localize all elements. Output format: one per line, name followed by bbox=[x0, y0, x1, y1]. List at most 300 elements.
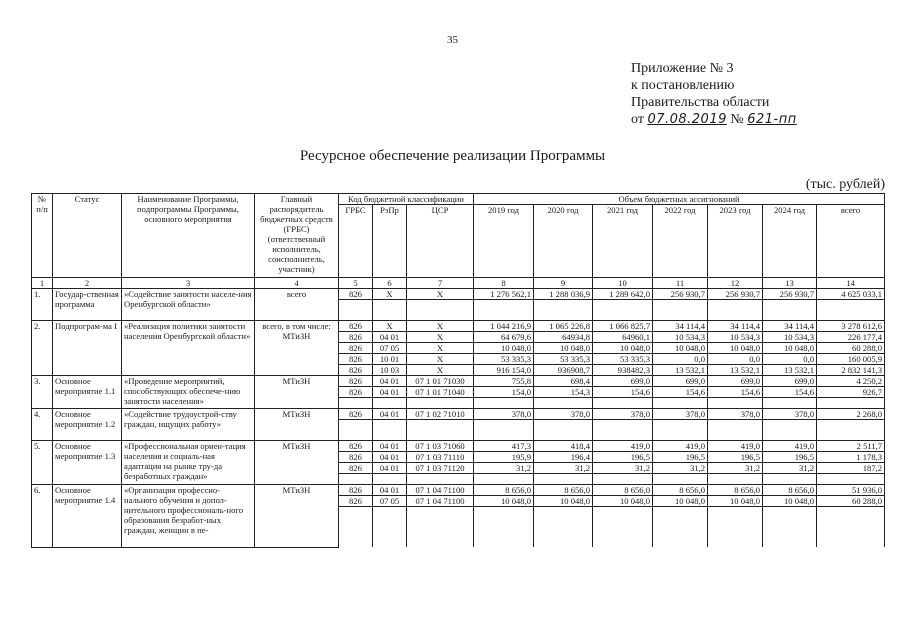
cell-csr: 07 1 03 71060 bbox=[407, 441, 474, 452]
empty-cell bbox=[763, 537, 817, 547]
cell-amount: 2 511,7 bbox=[817, 441, 885, 452]
empty-cell bbox=[708, 310, 763, 321]
column-number: 2 bbox=[53, 278, 122, 289]
empty-cell bbox=[817, 300, 885, 311]
empty-cell bbox=[474, 517, 534, 527]
empty-cell bbox=[653, 430, 708, 441]
empty-cell bbox=[373, 310, 407, 321]
row-grbs: МТиЗН bbox=[255, 376, 339, 409]
empty-cell bbox=[534, 420, 593, 431]
empty-cell bbox=[593, 420, 653, 431]
cell-amount: 419,0 bbox=[763, 441, 817, 452]
cell-amount: 256 930,7 bbox=[763, 289, 817, 300]
row-number: 3. bbox=[32, 376, 53, 409]
cell-amount: 0,0 bbox=[653, 354, 708, 365]
empty-cell bbox=[373, 507, 407, 518]
cell-csr: 07 1 02 71010 bbox=[407, 409, 474, 420]
cell-amount: 8 656,0 bbox=[534, 485, 593, 496]
empty-cell bbox=[593, 527, 653, 537]
empty-cell bbox=[534, 507, 593, 518]
empty-cell bbox=[534, 517, 593, 527]
cell-amount: 31,2 bbox=[763, 463, 817, 474]
cell-amount: 2 832 141,3 bbox=[817, 365, 885, 376]
empty-cell bbox=[708, 300, 763, 311]
column-number: 5 bbox=[339, 278, 373, 289]
cell-rzpr: 07 05 bbox=[373, 343, 407, 354]
header-grbs: Главный распорядитель бюджетных средств (ГРБС) (ответственный исполнитель, соисполнитель, участник) bbox=[255, 194, 339, 278]
row-status: Государ-ственная программа bbox=[53, 289, 122, 321]
empty-cell bbox=[373, 300, 407, 311]
column-number: 4 bbox=[255, 278, 339, 289]
cell-amount: 10 048,0 bbox=[474, 496, 534, 507]
cell-grbs-code: 826 bbox=[339, 332, 373, 343]
cell-amount: 154,3 bbox=[534, 387, 593, 398]
empty-cell bbox=[593, 430, 653, 441]
row-name: «Реализация политики занятости населения Оренбургской области» bbox=[122, 321, 255, 376]
cell-amount: 8 656,0 bbox=[708, 485, 763, 496]
cell-rzpr: 04 01 bbox=[373, 376, 407, 387]
header-2020: 2020 год bbox=[534, 205, 593, 278]
cell-csr: Х bbox=[407, 365, 474, 376]
empty-cell bbox=[593, 517, 653, 527]
cell-csr: 07 1 03 71110 bbox=[407, 452, 474, 463]
empty-cell bbox=[593, 310, 653, 321]
row-grbs: МТиЗН bbox=[255, 441, 339, 485]
empty-cell bbox=[817, 474, 885, 485]
appendix-block bbox=[631, 60, 797, 128]
empty-cell bbox=[474, 474, 534, 485]
cell-amount: 1 276 562,1 bbox=[474, 289, 534, 300]
empty-cell bbox=[339, 310, 373, 321]
empty-cell bbox=[763, 398, 817, 409]
empty-cell bbox=[817, 398, 885, 409]
cell-csr: Х bbox=[407, 343, 474, 354]
cell-grbs-code: 826 bbox=[339, 387, 373, 398]
empty-cell bbox=[593, 398, 653, 409]
empty-cell bbox=[474, 310, 534, 321]
row-number: 1. bbox=[32, 289, 53, 321]
cell-amount: 10 048,0 bbox=[653, 343, 708, 354]
empty-cell bbox=[407, 507, 474, 518]
header-2019: 2019 год bbox=[474, 205, 534, 278]
empty-cell bbox=[407, 537, 474, 547]
cell-grbs-code: 826 bbox=[339, 376, 373, 387]
column-number: 7 bbox=[407, 278, 474, 289]
page-number: 35 bbox=[447, 34, 458, 46]
column-number: 11 bbox=[653, 278, 708, 289]
empty-cell bbox=[534, 310, 593, 321]
number-sign: № bbox=[730, 112, 744, 127]
empty-cell bbox=[763, 527, 817, 537]
cell-amount: 13 532,1 bbox=[653, 365, 708, 376]
table-row bbox=[32, 485, 885, 496]
empty-cell bbox=[708, 507, 763, 518]
empty-cell bbox=[339, 420, 373, 431]
cell-grbs-code: 826 bbox=[339, 343, 373, 354]
empty-cell bbox=[474, 398, 534, 409]
table-body bbox=[32, 278, 885, 548]
cell-amount: 936908,7 bbox=[534, 365, 593, 376]
empty-cell bbox=[474, 537, 534, 547]
empty-cell bbox=[653, 398, 708, 409]
cell-amount: 196,5 bbox=[593, 452, 653, 463]
empty-cell bbox=[817, 420, 885, 431]
empty-cell bbox=[339, 430, 373, 441]
cell-rzpr: 10 01 bbox=[373, 354, 407, 365]
row-name: «Содействие трудоустрой-ству граждан, ищущих работу» bbox=[122, 409, 255, 441]
cell-amount: 699,0 bbox=[593, 376, 653, 387]
date-prefix: от bbox=[631, 112, 644, 127]
empty-cell bbox=[763, 474, 817, 485]
cell-amount: 34 114,4 bbox=[708, 321, 763, 332]
cell-amount: 10 048,0 bbox=[708, 496, 763, 507]
table-row bbox=[32, 441, 885, 452]
cell-amount: 31,2 bbox=[474, 463, 534, 474]
cell-amount: 154,6 bbox=[593, 387, 653, 398]
cell-amount: 31,2 bbox=[534, 463, 593, 474]
cell-amount: 8 656,0 bbox=[653, 485, 708, 496]
empty-cell bbox=[653, 300, 708, 311]
empty-cell bbox=[339, 527, 373, 537]
cell-amount: 196,5 bbox=[708, 452, 763, 463]
cell-amount: 31,2 bbox=[593, 463, 653, 474]
cell-amount: 8 656,0 bbox=[474, 485, 534, 496]
empty-cell bbox=[817, 527, 885, 537]
cell-rzpr: 04 01 bbox=[373, 387, 407, 398]
cell-amount: 64960,1 bbox=[593, 332, 653, 343]
cell-amount: 8 656,0 bbox=[763, 485, 817, 496]
cell-amount: 13 532,1 bbox=[763, 365, 817, 376]
empty-cell bbox=[373, 474, 407, 485]
cell-amount: 10 048,0 bbox=[593, 496, 653, 507]
cell-rzpr: 10 03 bbox=[373, 365, 407, 376]
cell-amount: 938482,3 bbox=[593, 365, 653, 376]
cell-amount: 419,0 bbox=[593, 441, 653, 452]
cell-amount: 378,0 bbox=[653, 409, 708, 420]
cell-grbs-code: 826 bbox=[339, 452, 373, 463]
cell-amount: 378,0 bbox=[474, 409, 534, 420]
cell-amount: 34 114,4 bbox=[653, 321, 708, 332]
document-title: Ресурсное обеспечение реализации Программы bbox=[299, 148, 606, 164]
cell-csr: Х bbox=[407, 332, 474, 343]
cell-grbs-code: 826 bbox=[339, 441, 373, 452]
cell-grbs-code: 826 bbox=[339, 321, 373, 332]
empty-cell bbox=[653, 527, 708, 537]
row-name: «Организация профессио-нального обучения и допол-нительного профессиональ-ного образования безработ-ных граждан, женщин в пе- bbox=[122, 485, 255, 548]
cell-amount: 916 154,0 bbox=[474, 365, 534, 376]
empty-cell bbox=[817, 310, 885, 321]
column-number: 13 bbox=[763, 278, 817, 289]
cell-amount: 1 066 825,7 bbox=[593, 321, 653, 332]
column-number: 1 bbox=[32, 278, 53, 289]
cell-rzpr: 04 01 bbox=[373, 409, 407, 420]
row-status: Основное мероприятие 1.3 bbox=[53, 441, 122, 485]
column-number: 3 bbox=[122, 278, 255, 289]
row-name: «Проведение мероприятий, способствующих обеспече-нию занятости населения» bbox=[122, 376, 255, 409]
empty-cell bbox=[817, 517, 885, 527]
empty-cell bbox=[653, 420, 708, 431]
empty-cell bbox=[653, 537, 708, 547]
empty-cell bbox=[534, 474, 593, 485]
empty-cell bbox=[474, 430, 534, 441]
row-status: Подпрограм-ма I bbox=[53, 321, 122, 376]
empty-cell bbox=[763, 517, 817, 527]
cell-rzpr: Х bbox=[373, 289, 407, 300]
empty-cell bbox=[763, 310, 817, 321]
cell-amount: 31,2 bbox=[653, 463, 708, 474]
cell-rzpr: 04 01 bbox=[373, 463, 407, 474]
empty-cell bbox=[407, 527, 474, 537]
empty-cell bbox=[817, 507, 885, 518]
row-status: Основное мероприятие 1.1 bbox=[53, 376, 122, 409]
cell-csr: 07 1 03 71120 bbox=[407, 463, 474, 474]
cell-amount: 10 048,0 bbox=[474, 343, 534, 354]
empty-cell bbox=[339, 517, 373, 527]
row-number: 4. bbox=[32, 409, 53, 441]
units-label: (тыс. рублей) bbox=[805, 177, 885, 192]
cell-amount: 10 048,0 bbox=[534, 343, 593, 354]
row-grbs: всего, в том числе: МТиЗН bbox=[255, 321, 339, 376]
empty-cell bbox=[339, 507, 373, 518]
empty-cell bbox=[373, 420, 407, 431]
empty-cell bbox=[373, 537, 407, 547]
cell-amount: 31,2 bbox=[708, 463, 763, 474]
cell-amount: 10 048,0 bbox=[534, 496, 593, 507]
appendix-line-3: Правительства области bbox=[631, 95, 770, 110]
empty-cell bbox=[708, 398, 763, 409]
column-numbers-row bbox=[32, 278, 885, 289]
cell-amount: 154,6 bbox=[653, 387, 708, 398]
cell-amount: 10 534,3 bbox=[653, 332, 708, 343]
cell-amount: 699,0 bbox=[763, 376, 817, 387]
cell-grbs-code: 826 bbox=[339, 496, 373, 507]
cell-amount: 60 288,0 bbox=[817, 343, 885, 354]
cell-amount: 154,0 bbox=[474, 387, 534, 398]
cell-amount: 53 335,3 bbox=[534, 354, 593, 365]
cell-amount: 51 936,0 bbox=[817, 485, 885, 496]
cell-amount: 10 534,3 bbox=[708, 332, 763, 343]
cell-amount: 698,4 bbox=[534, 376, 593, 387]
row-status: Основное мероприятие 1.4 bbox=[53, 485, 122, 548]
empty-cell bbox=[593, 537, 653, 547]
empty-cell bbox=[373, 517, 407, 527]
empty-cell bbox=[373, 430, 407, 441]
table-row bbox=[32, 409, 885, 420]
cell-rzpr: 04 01 bbox=[373, 332, 407, 343]
empty-cell bbox=[534, 527, 593, 537]
cell-amount: 10 048,0 bbox=[763, 343, 817, 354]
header-rzpr: РзПр bbox=[373, 205, 407, 278]
handwritten-date: 07.08.2019 bbox=[647, 112, 727, 127]
empty-cell bbox=[708, 474, 763, 485]
appendix-line-2: к постановлению bbox=[631, 78, 735, 93]
cell-amount: 419,0 bbox=[708, 441, 763, 452]
header-name: Наименование Программы, подпрограммы Программы, основного мероприятия bbox=[122, 194, 255, 278]
cell-amount: 34 114,4 bbox=[763, 321, 817, 332]
cell-csr: 07 1 01 71040 bbox=[407, 387, 474, 398]
row-grbs: МТиЗН bbox=[255, 409, 339, 441]
column-number: 14 bbox=[817, 278, 885, 289]
cell-amount: 10 048,0 bbox=[593, 343, 653, 354]
empty-cell bbox=[407, 517, 474, 527]
empty-cell bbox=[534, 430, 593, 441]
cell-amount: 53 335,3 bbox=[593, 354, 653, 365]
empty-cell bbox=[653, 310, 708, 321]
cell-amount: 226 177,4 bbox=[817, 332, 885, 343]
empty-cell bbox=[407, 398, 474, 409]
empty-cell bbox=[407, 300, 474, 311]
header-volume: Объем бюджетных ассигнований bbox=[474, 194, 885, 205]
row-number: 2. bbox=[32, 321, 53, 376]
cell-amount: 196,4 bbox=[534, 452, 593, 463]
cell-amount: 417,3 bbox=[474, 441, 534, 452]
cell-amount: 10 534,3 bbox=[763, 332, 817, 343]
cell-amount: 64 679,6 bbox=[474, 332, 534, 343]
row-grbs: всего bbox=[255, 289, 339, 321]
cell-amount: 1 288 036,9 bbox=[534, 289, 593, 300]
cell-grbs-code: 826 bbox=[339, 485, 373, 496]
empty-cell bbox=[407, 430, 474, 441]
column-number: 9 bbox=[534, 278, 593, 289]
cell-amount: 0,0 bbox=[763, 354, 817, 365]
empty-cell bbox=[474, 300, 534, 311]
empty-cell bbox=[817, 430, 885, 441]
cell-amount: 419,0 bbox=[653, 441, 708, 452]
row-name: «Содействие занятости населе-ния Оренбургской области» bbox=[122, 289, 255, 321]
cell-amount: 1 044 216,9 bbox=[474, 321, 534, 332]
empty-cell bbox=[407, 310, 474, 321]
cell-csr: Х bbox=[407, 354, 474, 365]
empty-cell bbox=[474, 420, 534, 431]
row-number: 6. bbox=[32, 485, 53, 548]
empty-cell bbox=[534, 300, 593, 311]
cell-rzpr: 04 01 bbox=[373, 441, 407, 452]
cell-amount: 8 656,0 bbox=[593, 485, 653, 496]
cell-amount: 13 532,1 bbox=[708, 365, 763, 376]
empty-cell bbox=[339, 300, 373, 311]
empty-cell bbox=[407, 420, 474, 431]
cell-grbs-code: 826 bbox=[339, 289, 373, 300]
cell-amount: 378,0 bbox=[593, 409, 653, 420]
cell-amount: 378,0 bbox=[708, 409, 763, 420]
cell-amount: 378,0 bbox=[534, 409, 593, 420]
cell-amount: 3 278 612,6 bbox=[817, 321, 885, 332]
cell-amount: 60 288,0 bbox=[817, 496, 885, 507]
table-row bbox=[32, 376, 885, 387]
cell-grbs-code: 826 bbox=[339, 463, 373, 474]
column-number: 12 bbox=[708, 278, 763, 289]
cell-amount: 256 930,7 bbox=[653, 289, 708, 300]
header-2024: 2024 год bbox=[763, 205, 817, 278]
empty-cell bbox=[653, 474, 708, 485]
cell-amount: 4 250,2 bbox=[817, 376, 885, 387]
cell-grbs-code: 826 bbox=[339, 409, 373, 420]
cell-amount: 160 005,9 bbox=[817, 354, 885, 365]
cell-amount: 10 048,0 bbox=[653, 496, 708, 507]
header-2023: 2023 год bbox=[708, 205, 763, 278]
handwritten-number: 621-пп bbox=[747, 112, 797, 127]
empty-cell bbox=[593, 300, 653, 311]
cell-amount: 256 930,7 bbox=[708, 289, 763, 300]
row-name: «Профессиональная ориен-тация населения и социаль-ная адаптация на рынке тру-да безработных граждан» bbox=[122, 441, 255, 485]
cell-amount: 10 048,0 bbox=[708, 343, 763, 354]
table-row bbox=[32, 289, 885, 300]
cell-rzpr: 04 01 bbox=[373, 452, 407, 463]
empty-cell bbox=[653, 517, 708, 527]
empty-cell bbox=[708, 420, 763, 431]
header-code: Код бюджетной классификации bbox=[339, 194, 474, 205]
cell-grbs-code: 826 bbox=[339, 365, 373, 376]
empty-cell bbox=[534, 398, 593, 409]
cell-amount: 755,8 bbox=[474, 376, 534, 387]
empty-cell bbox=[407, 474, 474, 485]
row-number: 5. bbox=[32, 441, 53, 485]
cell-amount: 1 065 226,8 bbox=[534, 321, 593, 332]
empty-cell bbox=[763, 420, 817, 431]
empty-cell bbox=[373, 527, 407, 537]
cell-csr: Х bbox=[407, 321, 474, 332]
empty-cell bbox=[474, 507, 534, 518]
empty-cell bbox=[708, 430, 763, 441]
cell-amount: 418,4 bbox=[534, 441, 593, 452]
column-number: 6 bbox=[373, 278, 407, 289]
empty-cell bbox=[708, 517, 763, 527]
empty-cell bbox=[593, 507, 653, 518]
row-grbs: МТиЗН bbox=[255, 485, 339, 548]
empty-cell bbox=[339, 537, 373, 547]
cell-rzpr: 04 01 bbox=[373, 485, 407, 496]
appendix-line-1: Приложение № 3 bbox=[631, 61, 734, 76]
cell-amount: 195,9 bbox=[474, 452, 534, 463]
empty-cell bbox=[593, 474, 653, 485]
cell-amount: 2 268,0 bbox=[817, 409, 885, 420]
cell-amount: 53 335,3 bbox=[474, 354, 534, 365]
empty-cell bbox=[373, 398, 407, 409]
header-num: № п/п bbox=[32, 194, 53, 278]
cell-amount: 699,0 bbox=[653, 376, 708, 387]
empty-cell bbox=[474, 527, 534, 537]
cell-csr: Х bbox=[407, 289, 474, 300]
cell-grbs-code: 826 bbox=[339, 354, 373, 365]
cell-amount: 154,6 bbox=[708, 387, 763, 398]
appendix-date-line bbox=[631, 111, 797, 128]
cell-amount: 699,0 bbox=[708, 376, 763, 387]
empty-cell bbox=[817, 537, 885, 547]
cell-amount: 1 178,3 bbox=[817, 452, 885, 463]
cell-amount: 196,5 bbox=[653, 452, 708, 463]
column-number: 10 bbox=[593, 278, 653, 289]
empty-cell bbox=[763, 300, 817, 311]
empty-cell bbox=[708, 527, 763, 537]
empty-cell bbox=[763, 507, 817, 518]
cell-csr: 07 1 04 71100 bbox=[407, 485, 474, 496]
empty-cell bbox=[339, 474, 373, 485]
row-status: Основное мероприятие 1.2 bbox=[53, 409, 122, 441]
cell-amount: 10 048,0 bbox=[763, 496, 817, 507]
header-status: Статус bbox=[53, 194, 122, 278]
cell-amount: 1 289 642,0 bbox=[593, 289, 653, 300]
cell-amount: 187,2 bbox=[817, 463, 885, 474]
cell-csr: 07 1 01 71030 bbox=[407, 376, 474, 387]
cell-amount: 64934,8 bbox=[534, 332, 593, 343]
header-2022: 2022 год bbox=[653, 205, 708, 278]
header-csr: ЦСР bbox=[407, 205, 474, 278]
table-row bbox=[32, 321, 885, 332]
header-grbs-short: ГРБС bbox=[339, 205, 373, 278]
cell-csr: 07 1 04 71100 bbox=[407, 496, 474, 507]
empty-cell bbox=[653, 507, 708, 518]
cell-amount: 4 625 033,1 bbox=[817, 289, 885, 300]
